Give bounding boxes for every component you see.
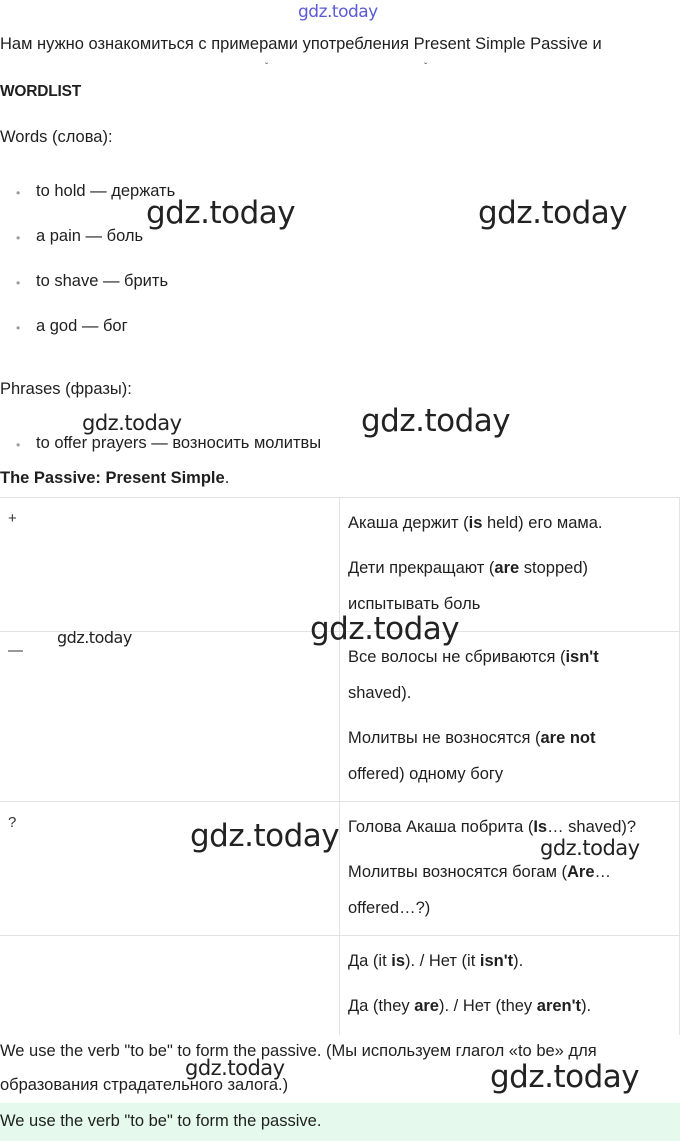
list-bullet: •: [16, 186, 21, 200]
rule-highlight: [0, 1103, 680, 1141]
watermark: gdz.today: [540, 836, 640, 860]
watermark-top: gdz.today: [298, 2, 378, 22]
passive-heading: The Passive: Present Simple.: [0, 469, 230, 487]
cut-off-mark: ˇ: [265, 62, 269, 73]
table-cell-line: offered…?): [348, 899, 431, 917]
table-cell-line: испытывать боль: [348, 595, 481, 613]
watermark: gdz.today: [57, 628, 132, 647]
table-border: [339, 497, 340, 1035]
table-cell-line: shaved).: [348, 684, 412, 702]
watermark: gdz.today: [361, 403, 511, 439]
table-border: [0, 801, 680, 802]
table-sign-affirmative: +: [8, 510, 17, 527]
watermark: gdz.today: [185, 1056, 285, 1080]
table-cell-line: Все волосы не сбриваются (isn't: [348, 648, 599, 666]
table-cell-line: Голова Акаша побрита (Is… shaved)?: [348, 818, 637, 836]
table-cell-line: offered) одному богу: [348, 765, 504, 783]
table-border: [0, 497, 680, 498]
list-bullet: •: [16, 438, 21, 452]
conclusion-line-2: образования страдательного залога.): [0, 1076, 289, 1094]
table-cell-line: Да (it is). / Нет (it isn't).: [348, 952, 524, 970]
watermark: gdz.today: [190, 818, 340, 854]
table-cell-line: Дети прекращают (are stopped): [348, 559, 588, 577]
watermark: gdz.today: [82, 411, 182, 435]
intro-text: Нам нужно ознакомиться с примерами употребления Present Simple Passive и: [0, 35, 602, 53]
watermark: gdz.today: [478, 195, 628, 231]
table-cell-line: Да (they are). / Нет (they aren't).: [348, 997, 592, 1015]
list-item: to shave — брить: [36, 272, 169, 290]
table-cell-line: Молитвы возносятся богам (Are…: [348, 863, 612, 881]
table-cell-line: Акаша держит (is held) его мама.: [348, 514, 603, 532]
watermark: gdz.today: [146, 195, 296, 231]
rule-text: We use the verb "to be" to form the passive.: [0, 1112, 322, 1130]
list-bullet: •: [16, 231, 21, 245]
table-sign-question: ?: [8, 814, 17, 831]
list-item: to offer prayers — возносить молитвы: [36, 434, 322, 452]
table-border: [0, 935, 680, 936]
wordlist-heading: WORDLIST: [0, 83, 82, 100]
watermark: gdz.today: [310, 611, 460, 647]
list-item: a god — бог: [36, 317, 128, 335]
conclusion-line-1: We use the verb "to be" to form the passive. (Мы используем глагол «to be» для: [0, 1042, 597, 1060]
phrases-heading: Phrases (фразы):: [0, 380, 132, 398]
table-sign-negative: —: [8, 642, 23, 659]
list-item: a pain — боль: [36, 227, 144, 245]
list-item: to hold — держать: [36, 182, 176, 200]
watermark: gdz.today: [490, 1059, 640, 1095]
list-bullet: •: [16, 276, 21, 290]
list-bullet: •: [16, 321, 21, 335]
cut-off-mark: ˇ: [424, 62, 428, 73]
words-heading: Words (слова):: [0, 128, 113, 146]
table-cell-line: Молитвы не возносятся (are not: [348, 729, 596, 747]
